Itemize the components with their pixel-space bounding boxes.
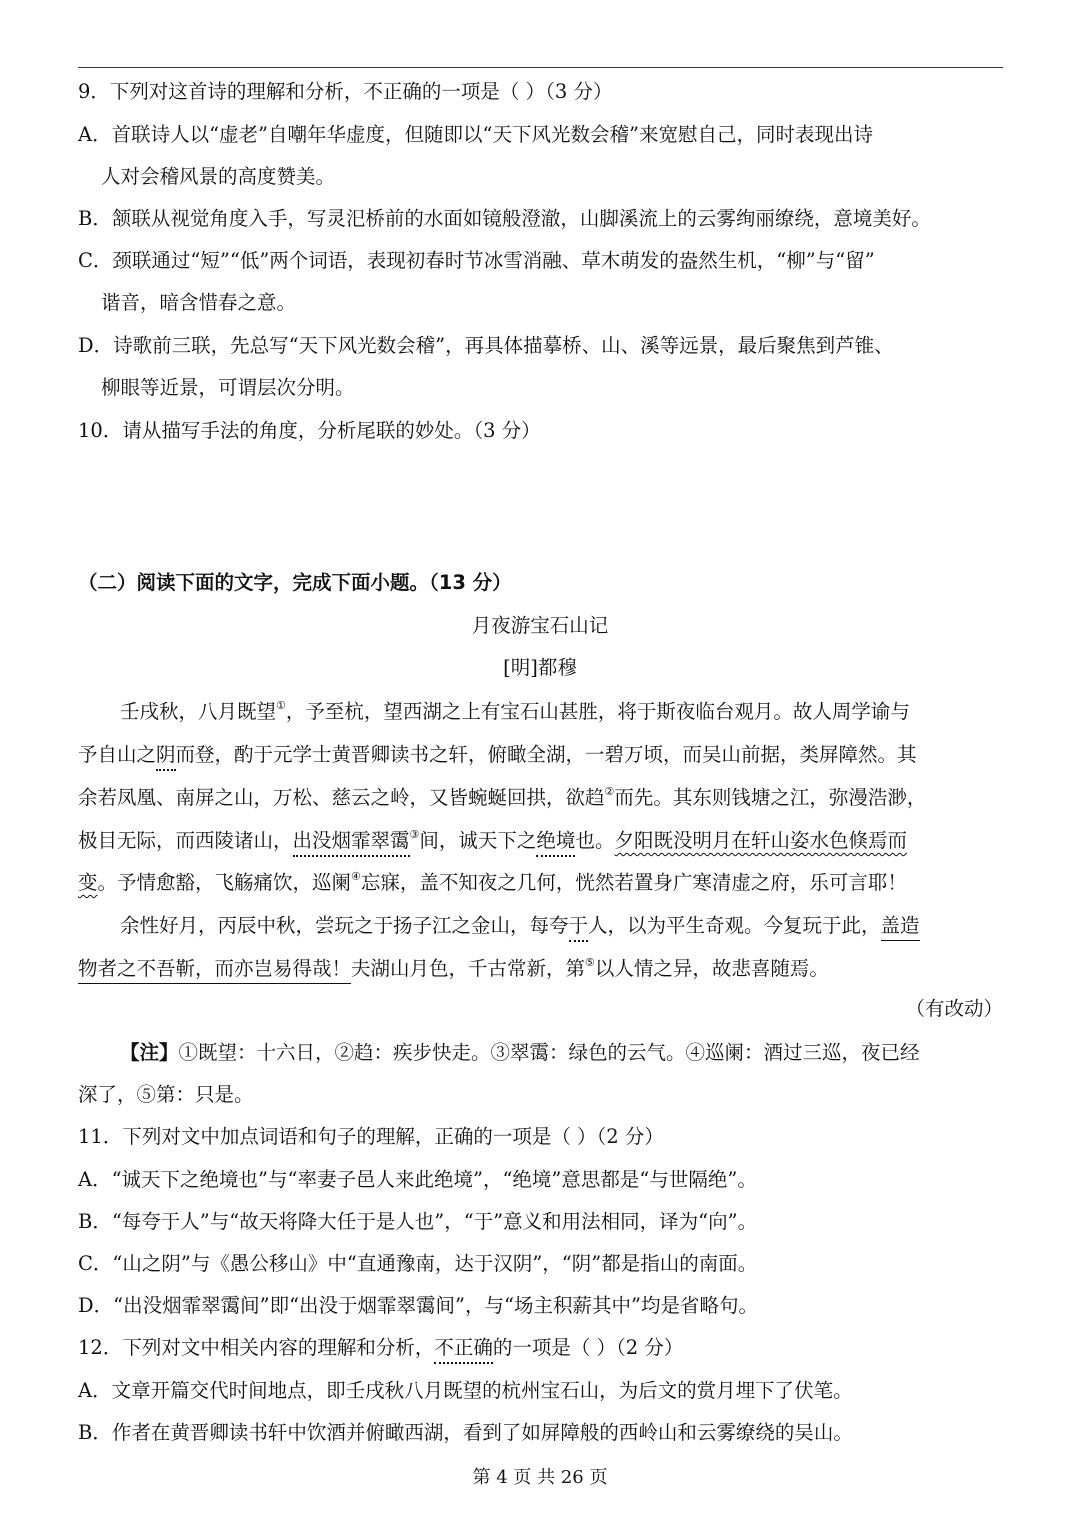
dotted-phrase: 出没烟霏翠霭 bbox=[293, 829, 410, 857]
wavy-underlined-sentence: 夕阳既没明月在轩山姿水色倏焉而 bbox=[614, 829, 907, 852]
dotted-emphasis: 不正确 bbox=[434, 1336, 493, 1364]
q11-option-d: D．“出没烟霏翠霭间”即“出没于烟霏翠霭间”，与“场主积薪其中”均是省略句。 bbox=[78, 1294, 758, 1317]
q9-option-b: B．颔联从视觉角度入手，写灵汜桥前的水面如镜般澄澈，山脚溪流上的云雾绚丽缭绕，意境美好。 bbox=[78, 207, 931, 230]
note-ref-3: ③ bbox=[409, 828, 420, 841]
q9-option-c: C．颈联通过“短”“低”两个词语，表现初春时节冰雪消融、草木萌发的盎然生机，“柳”与“留” bbox=[78, 249, 875, 272]
q12-option-a: A．文章开篇交代时间地点，即壬戌秋八月既望的杭州宝石山，为后文的赏月埋下了伏笔。 bbox=[78, 1379, 853, 1402]
passage-line: 壬戌秋，八月既望①，予至杭，望西湖之上有宝石山甚胜，将于斯夜临台观月。故人周学谕与 bbox=[120, 699, 910, 723]
underlined-sentence: 盖造 bbox=[881, 914, 920, 941]
wavy-underlined-sentence-end: 变 bbox=[78, 871, 98, 894]
q11-stem: 11．下列对文中加点词语和句子的理解，正确的一项是（ ）（2 分） bbox=[78, 1125, 664, 1148]
underlined-sentence-cont: 物者之不吾靳，而亦岂易得哉！ bbox=[78, 957, 351, 984]
passage-source: （有改动） bbox=[905, 997, 1003, 1020]
section-heading: （二）阅读下面的文字，完成下面小题。（13 分） bbox=[78, 571, 512, 594]
q12-option-b: B．作者在黄晋卿读书轩中饮酒并俯瞰西湖，看到了如屏障般的西岭山和云雾缭绕的吴山。 bbox=[78, 1421, 853, 1444]
q9-option-c-cont: 谐音，暗含惜春之意。 bbox=[101, 291, 297, 314]
dotted-word: 绝境 bbox=[536, 829, 575, 857]
header-rule bbox=[78, 67, 1003, 68]
passage-line: 变。予情愈豁，飞觞痛饮，巡阑④忘寐，盖不知夜之几何，恍然若置身广寒清虚之府，乐可言耶！ bbox=[78, 870, 907, 894]
passage-title: 月夜游宝石山记 bbox=[471, 614, 609, 637]
passage-line: 余性好月，丙辰中秋，尝玩之于扬子江之金山，每夸于人，以为平生奇观。今复玩于此，盖造 bbox=[120, 916, 920, 936]
q11-option-c: C．“山之阴”与《愚公移山》中“直通豫南，达于汉阴”，“阴”都是指山的南面。 bbox=[78, 1252, 758, 1275]
q12-stem: 12．下列对文中相关内容的理解和分析，不正确的一项是（ ）（2 分） bbox=[78, 1338, 683, 1358]
passage-line: 极目无际，而西陵诸山，出没烟霏翠霭③间，诚天下之绝境也。夕阳既没明月在轩山姿水色倏焉而 bbox=[78, 831, 907, 851]
q9-option-a: A．首联诗人以“虚老”自嘲年华虚度，但随即以“天下风光数会稽”来宽慰自己，同时表现出诗 bbox=[78, 123, 873, 146]
q9-option-a-cont: 人对会稽风景的高度赞美。 bbox=[101, 165, 336, 188]
passage-line: 予自山之阴而登，酌于元学士黄晋卿读书之轩，俯瞰全湖，一碧万顷，而吴山前据，类屏障然。其 bbox=[78, 745, 917, 765]
passage-author: [明]都穆 bbox=[503, 656, 577, 679]
notes-line: 【注】①既望：十六日，②趋：疾步快走。③翠霭：绿色的云气。④巡阑：酒过三巡，夜已经 bbox=[120, 1041, 920, 1064]
notes-label: 【注】 bbox=[120, 1041, 179, 1064]
q9-option-d: D．诗歌前三联，先总写“天下风光数会稽”，再具体描摹桥、山、溪等远景，最后聚焦到芦锥、 bbox=[78, 334, 894, 357]
passage-line: 余若凤凰、南屏之山，万松、慈云之岭，又皆蜿蜒回拱，欲趋②而先。其东则钱塘之江，弥漫浩渺， bbox=[78, 785, 927, 809]
note-ref-1: ① bbox=[276, 699, 286, 712]
q11-option-b: B．“每夸于人”与“故天将降大任于是人也”，“于”意义和用法相同，译为“向”。 bbox=[78, 1210, 758, 1233]
dotted-word: 于 bbox=[569, 914, 589, 942]
dotted-word: 阴 bbox=[156, 743, 176, 771]
q9-stem: 9．下列对这首诗的理解和分析，不正确的一项是（ ）（3 分） bbox=[78, 80, 613, 103]
passage-line: 物者之不吾靳，而亦岂易得哉！夫湖山月色，千古常新，第⑤以人情之异，故悲喜随焉。 bbox=[78, 959, 829, 979]
q11-option-a: A．“诚天下之绝境也”与“率妻子邑人来此绝境”，“绝境”意思都是“与世隔绝”。 bbox=[78, 1168, 757, 1191]
q10-stem: 10．请从描写手法的角度，分析尾联的妙处。（3 分） bbox=[78, 419, 541, 442]
note-ref-2: ② bbox=[604, 785, 615, 798]
q9-option-d-cont: 柳眼等近景，可谓层次分明。 bbox=[101, 376, 355, 399]
note-ref-5: ⑤ bbox=[585, 956, 595, 969]
notes-line-cont: 深了，⑤第：只是。 bbox=[78, 1083, 254, 1106]
page-footer: 第 4 页 共 26 页 bbox=[472, 1467, 608, 1488]
note-ref-4: ④ bbox=[351, 870, 361, 883]
